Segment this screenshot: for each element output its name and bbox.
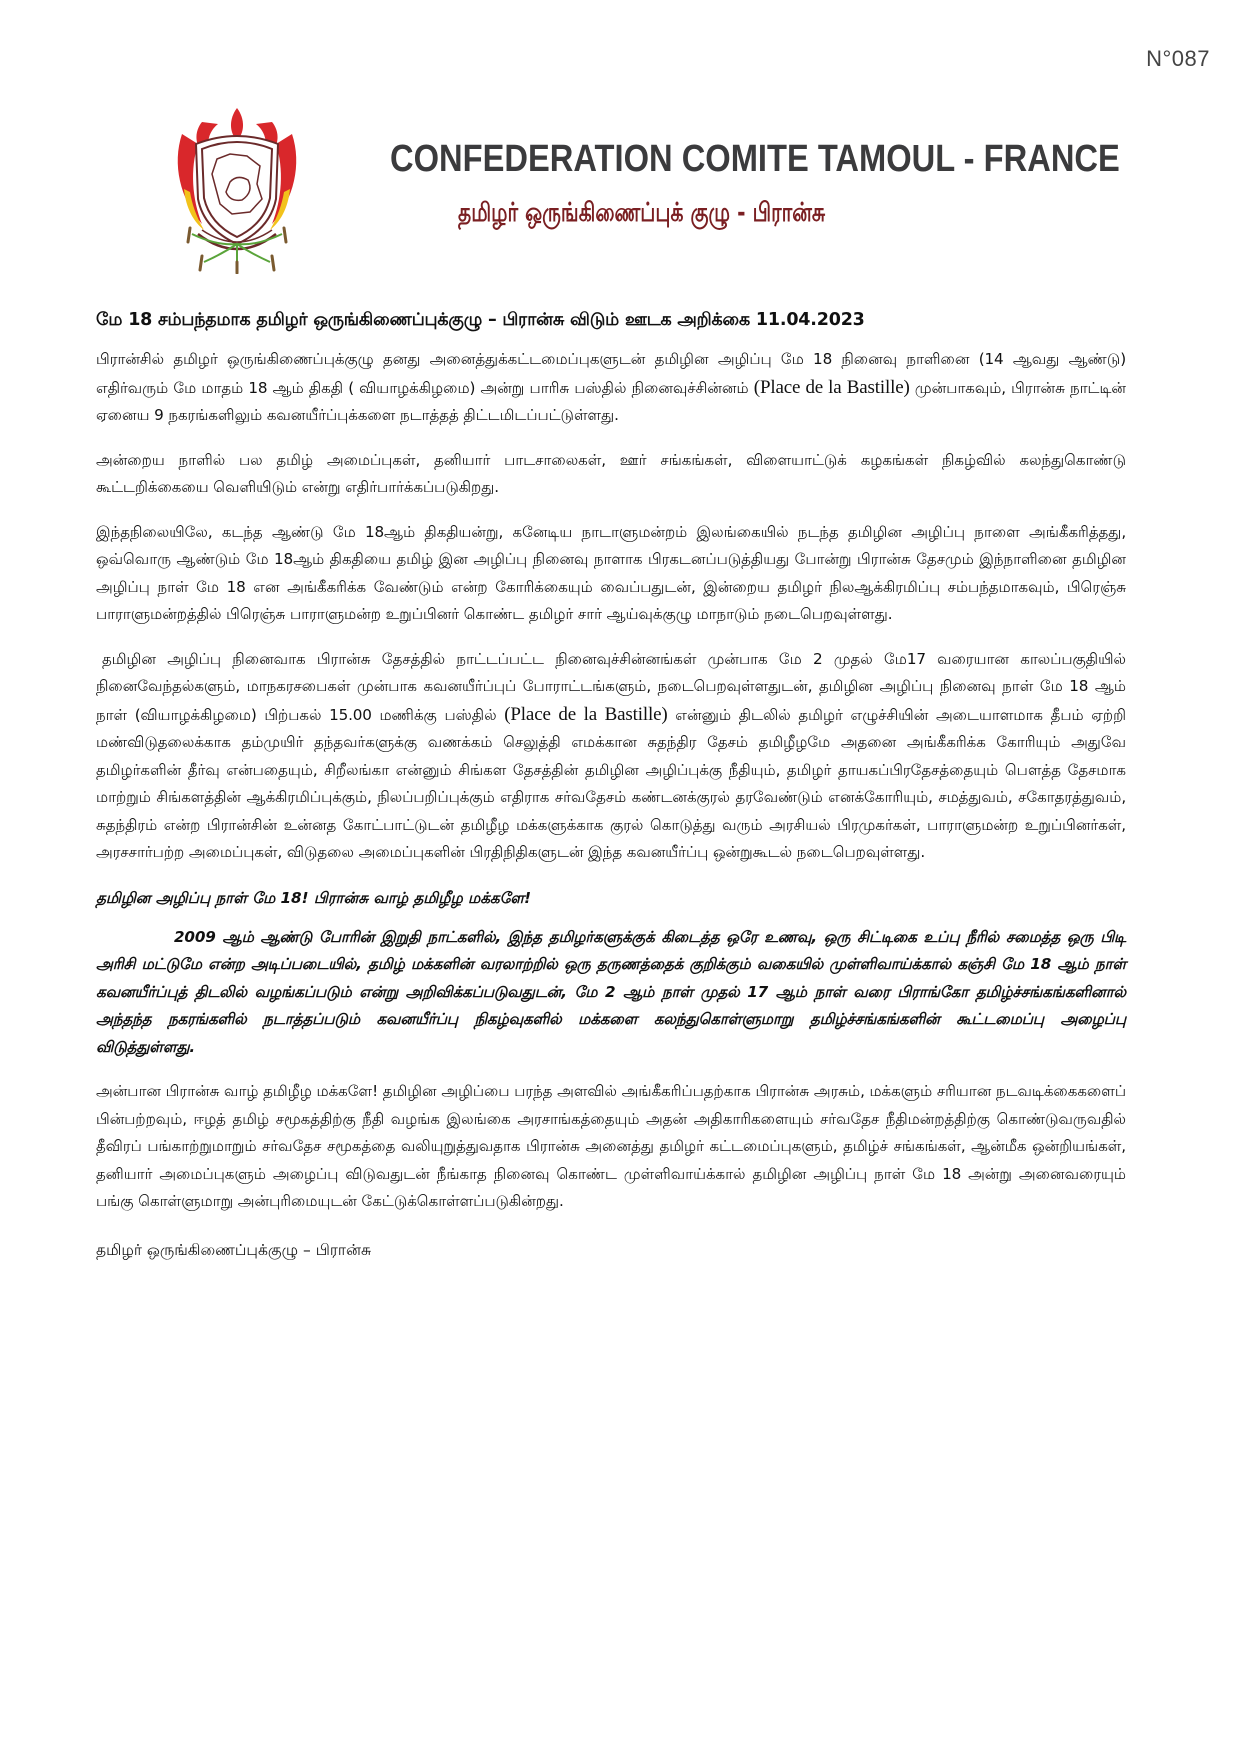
paragraph-1-text-a: பிரான்சில் தமிழர் ஒருங்கிணைப்புக்குழு தனது அனைத்துக்கட்டமைப்புகளுடன் தமிழின அழிப்பு மே 18 நினைவு நாளினை (14 ஆவது ஆண்டு) எதிர்வரும் மே மாதம் 18 ஆம் திகதி ( வியாழக்கிழமை) அன்று பாரிசு பஸ்தில் நினைவுச்சின்னம் — [96, 350, 1126, 397]
signature: தமிழர் ஒருங்கிணைப்புக்குழு – பிரான்சு — [96, 1240, 372, 1259]
document-number: N°087 — [1146, 46, 1210, 71]
paragraph-3: இந்தநிலையிலே, கடந்த ஆண்டு மே 18ஆம் திகதியன்று, கனேடிய நாடாளுமன்றம் இலங்கையில் நடந்த தமிழின அழிப்பு நாளை அங்கீகரித்தது, ஒவ்வொரு ஆண்டும் மே 18ஆம் திகதியை தமிழ் இன அழிப்பு நினைவு நாளாக பிரகடனப்படுத்தியது போன்று பிரான்சு தேசமும் இந்நாளினை தமிழின அழிப்பு நாள் மே 18 என அங்கீகரிக்க வேண்டும் என்ற கோரிக்கையும் வைப்பதுடன், இன்றைய தமிழர் நிலஆக்கிரமிப்பு சம்பந்தமாகவும், பிரெஞ்சு பாராளுமன்றத்தில் பிரெஞ்சு பாராளுமன்ற உறுப்பினர் கொண்ட தமிழர் சார் ஆய்வுக்குழு மாநாடும் நடைபெறவுள்ளது. — [96, 522, 1126, 623]
slogan: தமிழின அழிப்பு நாள் மே 18! பிரான்சு வாழ் தமிழீழ மக்களே! — [96, 888, 532, 907]
organization-name: CONFEDERATION COMITE TAMOUL - FRANCE — [390, 138, 1120, 180]
organization-logo-icon — [162, 104, 312, 274]
paragraph-2: அன்றைய நாளில் பல தமிழ் அமைப்புகள், தனியார் பாடசாலைகள், ஊர் சங்கங்கள், விளையாட்டுக் கழகங்கள் நிகழ்வில் கலந்துகொண்டு கூட்டறிக்கையை வெளியிடும் என்று எதிர்பார்க்கப்படுகிறது. — [96, 450, 1126, 496]
paragraph-1-text-b: முன்பாகவும், பிரான்சு நாட்டின் ஏனைய 9 நகரங்களிலும் கவனயீர்ப்புக்களை நடாத்தத் திட்டமிடப்பட்டுள்ளது. — [96, 378, 1126, 424]
organization-name-tamil: தமிழர் ஒருங்கிணைப்புக் குழு - பிரான்சு — [458, 198, 826, 228]
paragraph-4-text-b: என்னும் திடலில் தமிழர் எழுச்சியின் அடையாளமாக தீபம் ஏற்றி மண்விடுதலைக்காக தம்முயிர் தந்தவர்களுக்கு வணக்கம் செலுத்தி எமக்கான சுதந்திர தேசம் தமிழீழமே அதனை அங்கீகரிக்க கோரியும் அதுவே தமிழர்களின் தீர்வு என்பதையும், சிறீலங்கா என்னும் சிங்கள தேசத்தின் தமிழின அழிப்புக்கு நீதியும், தமிழர் தாயகப்பிரதேசத்தையும் பௌத்த தேசமாக மாற்றும் சிங்களத்தின் ஆக்கிரமிப்புக்கும், நிலப்பறிப்புக்கும் எதிராக சர்வதேசம் கண்டனக்குரல் தரவேண்டும் எனக்கோரியும், சமத்துவம், சகோதரத்துவம், சுதந்திரம் என்ற பிரான்சின் உன்னத கோட்பாட்டுடன் தமிழீழ மக்களுக்காக குரல் கொடுத்து வரும் அரசியல் பிரமுகர்கள், பாராளுமன்ற உறுப்பினர்கள், அரசசார்பற்ற அமைப்புகள், விடுதலை அமைப்புகளின் பிரதிநிதிகளுடன் இந்த கவனயீர்ப்பு ஒன்றுகூடல் நடைபெறவுள்ளது. — [96, 705, 1126, 861]
shield-icon — [196, 136, 278, 249]
paragraph-1 — [96, 346, 1126, 430]
paragraph-6: அன்பான பிரான்சு வாழ் தமிழீழ மக்களே! தமிழின அழிப்பை பரந்த அளவில் அங்கீகரிப்பதற்காக பிரான்சு அரசும், மக்களும் சரியான நடவடிக்கைகளைப் பின்பற்றவும், ஈழத் தமிழ் சமூகத்திற்கு நீதி வழங்க இலங்கை அரசாங்கத்தையும் அதன் அதிகாரிகளையும் சர்வதேச நீதிமன்றத்திற்கு கொண்டுவருவதில் தீவிரப் பங்காற்றுமாறும் சர்வதேச சமூகத்தை வலியுறுத்துவதாக பிரான்சு அனைத்து தமிழர் கட்டமைப்புகளும், தமிழ்ச் சங்கங்கள், ஆன்மீக ஒன்றியங்கள், தனியார் அமைப்புகளும் அழைப்பு விடுவதுடன் நீங்காத நினைவு கொண்ட முள்ளிவாய்க்கால் தமிழின அழிப்பு நாள் மே 18 அன்று அனைவரையும் பங்கு கொள்ளுமாறு அன்புரிமையுடன் கேட்டுக்கொள்ளப்படுகின்றது. — [96, 1082, 1126, 1210]
place-name: (Place de la Bastille) — [504, 703, 668, 725]
paragraph-5: 2009 ஆம் ஆண்டு போரின் இறுதி நாட்களில், இந்த தமிழர்களுக்குக் கிடைத்த ஒரே உணவு, ஒரு சிட்டிகை உப்பு நீரில் சமைத்த ஒரு பிடி அரிசி மட்டுமே என்ற அடிப்படையில், தமிழ் மக்களின் வரலாற்றில் ஒரு தருணத்தைக் குறிக்கும் வகையில் முள்ளிவாய்க்கால் கஞ்சி மே 18 ஆம் நாள் கவனயீர்ப்புத் திடலில் வழங்கப்படும் என்று அறிவிக்கப்படுவதுடன், மே 2 ஆம் நாள் முதல் 17 ஆம் நாள் வரை பிராங்கோ தமிழ்ச்சங்கங்களினால் அந்தந்த நகரங்களில் நடாத்தப்படும் கவனயீர்ப்பு நிகழ்வுகளில் மக்களை கலந்துகொள்ளுமாறு தமிழ்ச்சங்கங்களின் கூட்டமைப்பு அழைப்பு விடுத்துள்ளது. — [96, 927, 1126, 1056]
press-release-headline: மே 18 சம்பந்தமாக தமிழர் ஒருங்கிணைப்புக்குழு – பிரான்சு விடும் ஊடக அறிக்கை 11.04.2023 — [96, 310, 865, 330]
document-body — [96, 306, 1126, 1264]
paragraph-4 — [96, 646, 1126, 867]
paragraph-4-text-a: தமிழின அழிப்பு நினைவாக பிரான்சு தேசத்தில் நாட்டப்பட்ட நினைவுச்சின்னங்கள் முன்பாக மே 2 முதல் மே17 வரையான காலப்பகுதியில் நினைவேந்தல்களும், மாநகரசபைகள் முன்பாக கவனயீர்ப்புப் போராட்டங்களும், நடைபெறவுள்ளதுடன், தமிழின அழிப்பு நினைவு நாள் மே 18 ஆம் நாள் (வியாழக்கிழமை) பிற்பகல் 15.00 மணிக்கு பஸ்தில் — [96, 649, 1126, 724]
place-name: (Place de la Bastille) — [753, 376, 910, 398]
